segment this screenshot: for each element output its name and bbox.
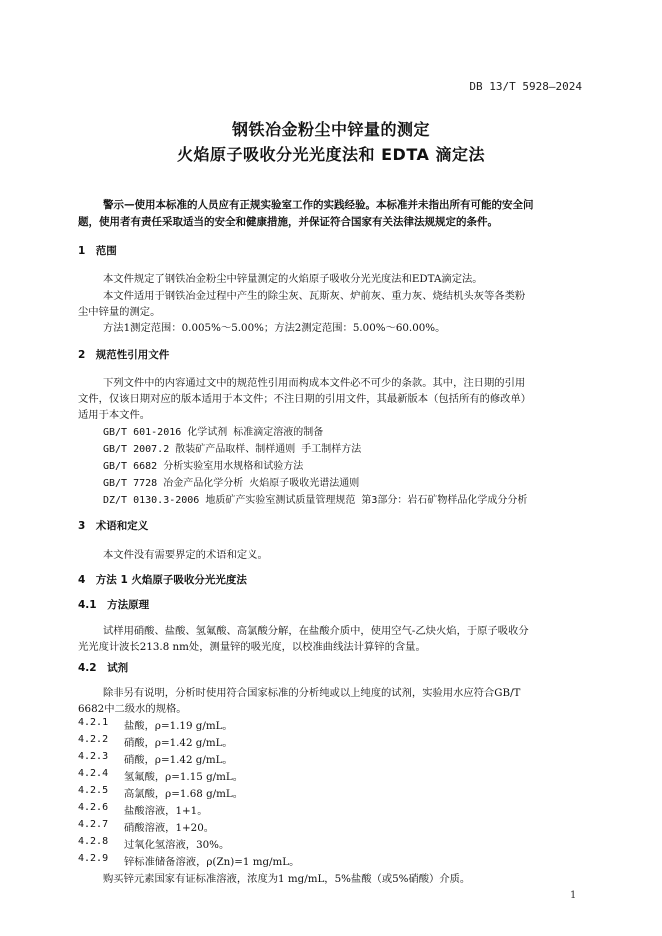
sec3-paragraph: 本文件没有需要界定的术语和定义。 (103, 549, 268, 561)
sec4-1-paragraph-a: 试样用硝酸、盐酸、氢氟酸、高氯酸分解，在盐酸介质中，使用空气-乙炔火焰，于原子吸收分 (103, 625, 529, 637)
sec2-paragraph-a: 下列文件中的内容通过文中的规范性引用而构成本文件必不可少的条款。其中，注日期的引用 (103, 377, 526, 389)
sec2-paragraph-b: 文件，仅该日期对应的版本适用于本文件；不注日期的引用文件，其最新版本（包括所有的修改单） (78, 393, 532, 405)
section-2-heading: 2 规范性引用文件 (78, 349, 170, 361)
sec4-2-last-paragraph: 购买锌元素国家有证标准溶液，浓度为1 mg/mL，5%盐酸（或5%硝酸）介质。 (103, 873, 471, 885)
sec2-paragraph-c: 适用于本文件。 (78, 409, 151, 421)
reagent-text: 盐酸溶液，1+1。 (124, 805, 208, 817)
sec1-paragraph-2a: 本文件适用于钢铁冶金过程中产生的除尘灰、瓦斯灰、炉前灰、重力灰、烧结机头灰等各类粉 (103, 290, 526, 302)
reference-item: GB/T 2007.2 散装矿产品取样、制样通则 手工制样方法 (103, 444, 362, 455)
reagent-text: 硝酸，ρ=1.42 g/mL。 (124, 754, 233, 766)
title-line-1: 钢铁冶金粉尘中锌量的测定 (231, 120, 430, 139)
reagent-number: 4.2.3 (78, 751, 109, 762)
reference-item: GB/T 601-2016 化学试剂 标准滴定溶液的制备 (103, 427, 324, 438)
reagent-number: 4.2.4 (78, 768, 109, 779)
page-number: 1 (570, 890, 577, 901)
reagent-text: 氢氟酸，ρ=1.15 g/mL。 (124, 771, 244, 783)
section-4-2-heading: 4.2 试剂 (78, 662, 129, 674)
warning-line-2: 题，使用者有责任采取适当的安全和健康措施，并保证符合国家有关法律法规规定的条件。 (78, 216, 498, 228)
reagent-number: 4.2.1 (78, 717, 109, 728)
section-1-heading: 1 范围 (78, 245, 117, 257)
reagent-number: 4.2.2 (78, 734, 109, 745)
reagent-number: 4.2.5 (78, 785, 109, 796)
sec4-2-paragraph-b: 6682中二级水的规格。 (78, 703, 187, 715)
reagent-text: 硝酸溶液，1+20。 (124, 822, 215, 834)
reagent-text: 高氯酸，ρ=1.68 g/mL。 (124, 788, 244, 800)
reference-item: DZ/T 0130.3-2006 地质矿产实验室测试质量管理规范 第3部分：岩石矿物样品化学成分分析 (103, 495, 528, 506)
reagent-text: 硝酸，ρ=1.42 g/mL。 (124, 737, 233, 749)
section-4-1-heading: 4.1 方法原理 (78, 599, 150, 611)
reagent-text: 锌标准储备溶液，ρ(Zn)=1 mg/mL。 (124, 856, 300, 868)
title-line-2: 火焰原子吸收分光光度法和 EDTA 滴定法 (177, 145, 485, 164)
section-3-heading: 3 术语和定义 (78, 520, 149, 532)
section-4-heading: 4 方法 1 火焰原子吸收分光光度法 (78, 574, 247, 586)
reference-item: GB/T 7728 冶金产品化学分析 火焰原子吸收光谱法通则 (103, 478, 360, 489)
reagent-number: 4.2.9 (78, 853, 109, 864)
reagent-text: 盐酸，ρ=1.19 g/mL。 (124, 720, 233, 732)
sec4-1-paragraph-b: 光光度计波长213.8 nm处，测量锌的吸光度，以校准曲线法计算锌的含量。 (78, 641, 426, 653)
reagent-text: 过氧化氢溶液，30%。 (124, 839, 230, 851)
sec1-paragraph-3: 方法1测定范围：0.005%～5.00%；方法2测定范围：5.00%～60.00%。 (103, 322, 446, 334)
sec1-paragraph-2b: 尘中锌量的测定。 (78, 306, 161, 318)
reagent-number: 4.2.7 (78, 819, 109, 830)
reagent-number: 4.2.8 (78, 836, 109, 847)
reference-item: GB/T 6682 分析实验室用水规格和试验方法 (103, 461, 304, 472)
standard-number: DB 13/T 5928—2024 (469, 80, 582, 93)
warning-line-1: 警示—使用本标准的人员应有正规实验室工作的实践经验。本标准并未指出所有可能的安全问 (103, 199, 534, 211)
sec4-2-paragraph-a: 除非另有说明，分析时使用符合国家标准的分析纯或以上纯度的试剂，实验用水应符合GB/T (103, 687, 521, 699)
sec1-paragraph-1: 本文件规定了钢铁冶金粉尘中锌量测定的火焰原子吸收分光光度法和EDTA滴定法。 (103, 273, 483, 285)
reagent-number: 4.2.6 (78, 802, 109, 813)
